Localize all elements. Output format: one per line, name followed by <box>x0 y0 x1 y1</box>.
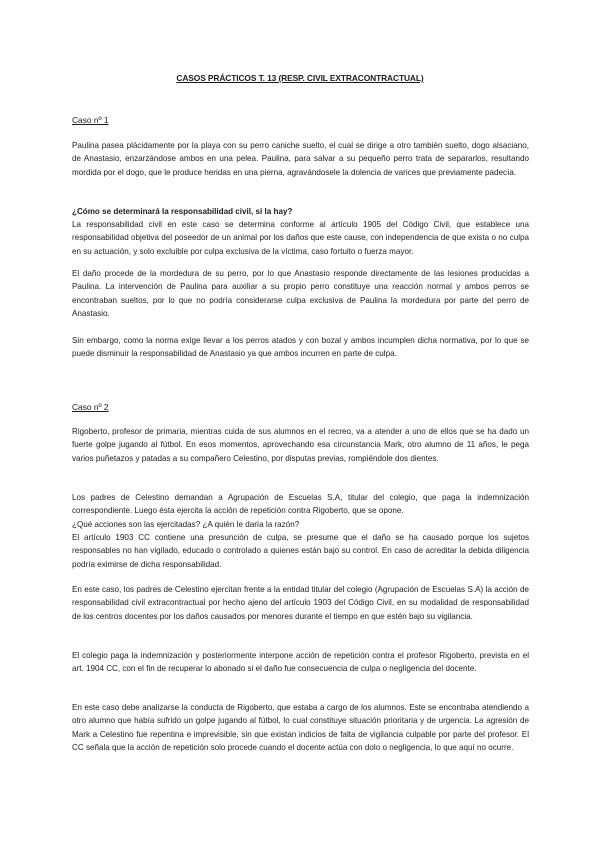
case-1-answer-2: El daño procede de la mordedura de su perro, por lo que Anastasio responde directamente de las lesiones producidas a Paulina. La intervención de Paulina para auxiliar a su propio perro constituye una reacción normal y ambos perros se encontraban sueltos, por lo que no podría considerarse culpa exclusiva de Paulina la mordedura por parte del perro de Anastasio. <box>72 269 529 318</box>
case-1-statement: Paulina pasea plácidamente por la playa con su perro caniche suelto, el cual se dirige a otro también suelto, dogo alsaciano, de Anastasio, enzarzándose ambos en una pelea. Paulina, para salvar a su pequeño perro trata de separarlos, resultando mordida por el dogo, que le produce heridas en una pierna, agravándosele la dolencia de varices que previamente padecía. <box>72 141 529 177</box>
case-1-answer-3: Sin embargo, como la norma exige llevar a los perros atados y con bozal y ambos incumplen dicha normativa, por lo que se puede disminuir la responsabilidad de Anastasio ya que ambos incurren en parte de culpa. <box>72 336 529 359</box>
case-1-question: ¿Cómo se determinará la responsabilidad civil, si la hay? <box>72 207 293 216</box>
case-2-answer-4: En este caso debe analizarse la conducta de Rigoberto, que estaba a cargo de los alumnos. Este se encontraba atendiendo a otro alumno que había sufrido un golpe jugando al fútbol, lo cual constituye situación prioritaria y de urgencia. La agresión de Mark a Celestino fue repentina e imprevisible, sin que existan indicios de falta de vigilancia culpable por parte del profesor. El CC señala que la acción de repetición solo procede cuando el docente actúa con dolo o negligencia, lo que aquí no ocurre. <box>72 703 529 752</box>
document-title: CASOS PRÁCTICOS T. 13 (RESP. CIVIL EXTRACONTRACTUAL) <box>176 73 424 83</box>
case-2-label: Caso nº 2 <box>72 402 109 412</box>
case-2-answer-3: El colegio paga la indemnización y posteriormente interpone acción de repetición contra el profesor Rigoberto, prevista en el art. 1904 CC, con el fin de recuperar lo abonado si el daño fue consecuencia de culpa o negligencia del docente. <box>72 651 529 674</box>
case-2-facts: Los padres de Celestino demandan a Agrupación de Escuelas S.A, titular del colegio, que paga la indemnización correspondiente. Luego ésta ejercita la acción de repetición contra Rigoberto, que se opone. <box>72 493 529 516</box>
case-2-question: ¿Qué acciones son las ejercitadas? ¿A quién le daría la razón? <box>72 520 300 529</box>
case-1-label: Caso nº 1 <box>72 115 109 125</box>
case-2-statement: Rigoberto, profesor de primaria, mientras cuida de sus alumnos en el recreo, va a atender a uno de ellos que se ha dado un fuerte golpe jugando al fútbol. En esos momentos, aprovechando esa circunstancia Mark, otro alumno de 11 años, le pega varios puñetazos y patadas a su compañero Celestino, por disputas previas, rompiéndole dos dientes. <box>72 427 529 463</box>
case-1-answer-1: La responsabilidad civil en este caso se determina conforme al artículo 1905 del Código Civil, que establece una responsabilidad objetiva del poseedor de un animal por los daños que este cause, con independencia de que exista o no culpa en su actuación, y solo excluible por culpa exclusiva de la víctima, caso fortuito o fuerza mayor. <box>72 220 529 256</box>
case-2-answer-2: En este caso, los padres de Celestino ejercitan frente a la entidad titular del colegio (Agrupación de Escuelas S.A) la acción de responsabilidad civil extracontractual por hecho ajeno del artículo 1903 del Código Civil, en su modalidad de responsabilidad de los centros docentes por los daños causados por menores durante el tiempo en que estén bajo su vigilancia. <box>72 585 529 621</box>
case-2-answer-1: El artículo 1903 CC contiene una presunción de culpa, se presume que el daño se ha causado porque los sujetos responsables no han vigilado, educado o controlado a quienes están bajo su control. En caso de acreditar la debida diligencia podría eximirse de dicha responsabilidad. <box>72 533 529 569</box>
